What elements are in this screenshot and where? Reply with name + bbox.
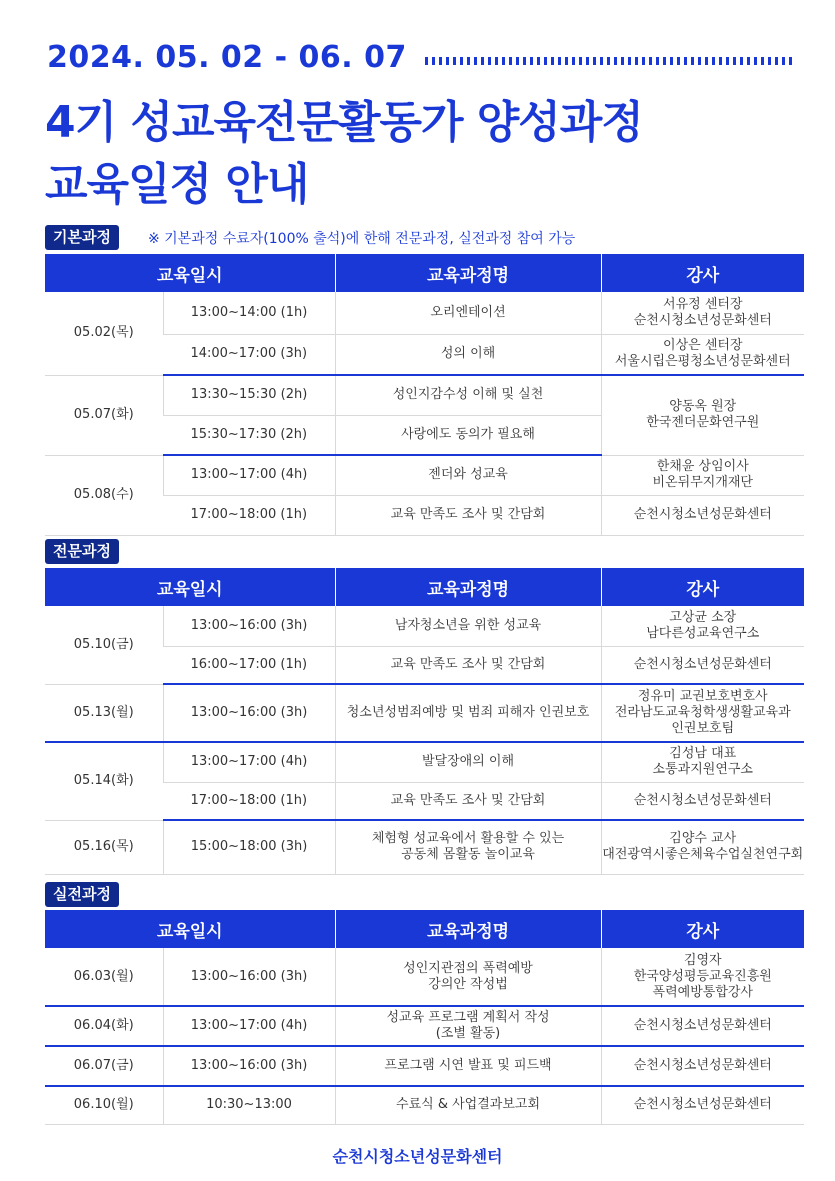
time-cell: 13:00~16:00 (3h) <box>163 948 335 1006</box>
lecturer-cell: 김양수 교사 대전광역시좋은체육수업실천연구회 <box>601 820 804 874</box>
date-cell: 05.02(목) <box>45 292 163 375</box>
date-cell: 05.16(목) <box>45 820 163 874</box>
header-schedule: 교육일시 <box>45 910 335 948</box>
time-cell: 10:30~13:00 <box>163 1086 335 1124</box>
time-cell: 13:00~17:00 (4h) <box>163 1006 335 1046</box>
header-lecturer: 강사 <box>601 568 804 606</box>
table-row <box>45 1046 804 1086</box>
course-cell: 성의 이해 <box>335 334 601 375</box>
page-title: 4기 성교육전문활동가 양성과정 <box>45 97 643 148</box>
table-row <box>45 684 804 742</box>
header-course: 교육과정명 <box>335 568 601 606</box>
date-cell: 06.10(월) <box>45 1086 163 1124</box>
table-header-row <box>45 568 804 606</box>
course-cell: 오리엔테이션 <box>335 292 601 334</box>
basic-schedule-table <box>45 254 804 536</box>
header-lecturer: 강사 <box>601 254 804 292</box>
section-label-basic: 기본과정 <box>45 225 119 250</box>
practice-schedule-table <box>45 910 804 1125</box>
lecturer-cell: 순천시청소년성문화센터 <box>601 646 804 684</box>
table-row <box>45 292 804 334</box>
course-cell: 사랑에도 동의가 필요해 <box>335 415 601 455</box>
time-cell: 13:00~17:00 (4h) <box>163 742 335 782</box>
table-row <box>45 820 804 874</box>
course-cell: 청소년성범죄예방 및 범죄 피해자 인권보호 <box>335 684 601 742</box>
table-row <box>45 742 804 782</box>
table-row <box>45 1006 804 1046</box>
time-cell: 13:00~16:00 (3h) <box>163 1046 335 1086</box>
course-cell: 교육 만족도 조사 및 간담회 <box>335 495 601 535</box>
course-cell: 성교육 프로그램 계획서 작성 (조별 활동) <box>335 1006 601 1046</box>
lecturer-cell: 김성남 대표 소통과지원연구소 <box>601 742 804 782</box>
course-cell: 프로그램 시연 발표 및 피드백 <box>335 1046 601 1086</box>
table-row <box>45 375 804 415</box>
section-note-basic: ※ 기본과정 수료자(100% 출석)에 한해 전문과정, 실전과정 참여 가능 <box>148 231 576 247</box>
table-header-row <box>45 254 804 292</box>
date-cell: 06.03(월) <box>45 948 163 1006</box>
course-cell: 수료식 & 사업결과보고회 <box>335 1086 601 1124</box>
date-cell: 05.07(화) <box>45 375 163 455</box>
time-cell: 16:00~17:00 (1h) <box>163 646 335 684</box>
course-cell: 성인지관점의 폭력예방 강의안 작성법 <box>335 948 601 1006</box>
table-row <box>45 606 804 646</box>
time-cell: 14:00~17:00 (3h) <box>163 334 335 375</box>
expert-schedule-table <box>45 568 804 875</box>
time-cell: 17:00~18:00 (1h) <box>163 782 335 820</box>
time-cell: 13:00~14:00 (1h) <box>163 292 335 334</box>
time-cell: 13:00~16:00 (3h) <box>163 606 335 646</box>
course-cell: 젠더와 성교육 <box>335 455 601 495</box>
header-course: 교육과정명 <box>335 254 601 292</box>
course-cell: 성인지감수성 이해 및 실천 <box>335 375 601 415</box>
footer-organization: 순천시청소년성문화센터 <box>332 1147 503 1166</box>
date-range: 2024. 05. 02 - 06. 07 <box>47 40 407 75</box>
date-cell: 05.08(수) <box>45 455 163 535</box>
course-cell: 교육 만족도 조사 및 간담회 <box>335 782 601 820</box>
time-cell: 15:00~18:00 (3h) <box>163 820 335 874</box>
page-subtitle: 교육일정 안내 <box>45 159 309 210</box>
lecturer-cell: 순천시청소년성문화센터 <box>601 1086 804 1124</box>
header-schedule: 교육일시 <box>45 568 335 606</box>
time-cell: 15:30~17:30 (2h) <box>163 415 335 455</box>
lecturer-cell: 양동옥 원장 한국젠더문화연구원 <box>601 375 804 455</box>
lecturer-cell: 순천시청소년성문화센터 <box>601 782 804 820</box>
table-row <box>45 455 804 495</box>
header-schedule: 교육일시 <box>45 254 335 292</box>
time-cell: 17:00~18:00 (1h) <box>163 495 335 535</box>
time-cell: 13:00~17:00 (4h) <box>163 455 335 495</box>
date-cell: 05.10(금) <box>45 606 163 684</box>
table-row <box>45 1086 804 1124</box>
date-cell: 06.07(금) <box>45 1046 163 1086</box>
date-cell: 06.04(화) <box>45 1006 163 1046</box>
date-cell: 05.14(화) <box>45 742 163 820</box>
date-range-line <box>47 40 792 75</box>
header-lecturer: 강사 <box>601 910 804 948</box>
lecturer-cell: 이상은 센터장 서울시립은평청소년성문화센터 <box>601 334 804 375</box>
header-course: 교육과정명 <box>335 910 601 948</box>
table-header-row <box>45 910 804 948</box>
lecturer-cell: 김영자 한국양성평등교육진흥원 폭력예방통합강사 <box>601 948 804 1006</box>
course-cell: 체험형 성교육에서 활용할 수 있는 공동체 몸활동 놀이교육 <box>335 820 601 874</box>
course-cell: 남자청소년을 위한 성교육 <box>335 606 601 646</box>
time-cell: 13:00~16:00 (3h) <box>163 684 335 742</box>
time-cell: 13:30~15:30 (2h) <box>163 375 335 415</box>
lecturer-cell: 정유미 교권보호변호사 전라남도교육청학생생활교육과 인권보호팀 <box>601 684 804 742</box>
section-label-expert: 전문과정 <box>45 539 119 564</box>
lecturer-cell: 서유정 센터장 순천시청소년성문화센터 <box>601 292 804 334</box>
lecturer-cell: 한채윤 상임이사 비온뒤무지개재단 <box>601 455 804 495</box>
date-cell: 05.13(월) <box>45 684 163 742</box>
lecturer-cell: 고상균 소장 남다른성교육연구소 <box>601 606 804 646</box>
section-label-practice: 실전과정 <box>45 882 119 907</box>
dotted-divider <box>425 57 792 65</box>
lecturer-cell: 순천시청소년성문화센터 <box>601 495 804 535</box>
lecturer-cell: 순천시청소년성문화센터 <box>601 1006 804 1046</box>
course-cell: 교육 만족도 조사 및 간담회 <box>335 646 601 684</box>
table-row <box>45 948 804 1006</box>
lecturer-cell: 순천시청소년성문화센터 <box>601 1046 804 1086</box>
course-cell: 발달장애의 이해 <box>335 742 601 782</box>
